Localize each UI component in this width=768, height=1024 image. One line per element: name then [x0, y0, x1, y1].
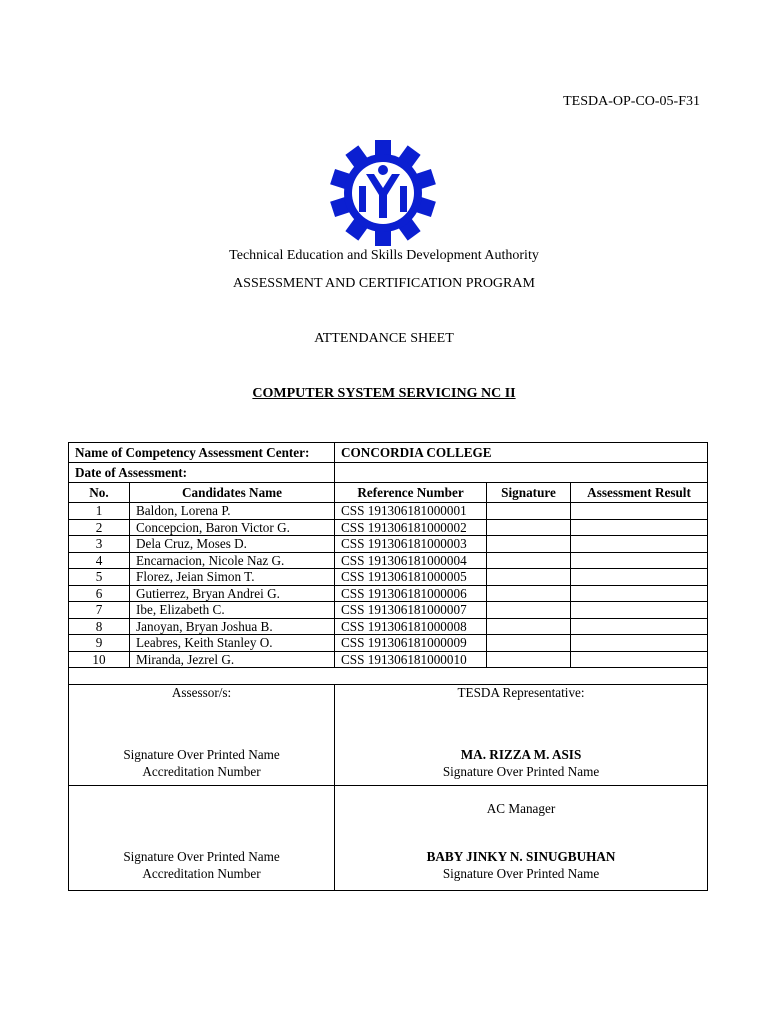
- tesda-rep-cell: [335, 685, 708, 786]
- date-row: [69, 463, 708, 483]
- cell-name: Florez, Jeian Simon T.: [130, 569, 335, 586]
- assessor-sig-label-2: Signature Over Printed Name: [123, 849, 280, 864]
- cell-name: Gutierrez, Bryan Andrei G.: [130, 585, 335, 602]
- assessor-accreditation-2: Accreditation Number: [142, 866, 261, 881]
- assessor-label: Assessor/s:: [171, 685, 232, 700]
- program-name: ASSESSMENT AND CERTIFICATION PROGRAM: [233, 276, 535, 291]
- cell-reference: CSS 191306181000002: [335, 519, 487, 536]
- cell-name: Janoyan, Bryan Joshua B.: [130, 618, 335, 635]
- tesda-rep-name: MA. RIZZA M. ASIS: [460, 747, 582, 762]
- cell-signature: [487, 536, 571, 553]
- cell-result: [571, 618, 708, 635]
- sheet-title: ATTENDANCE SHEET: [314, 331, 454, 346]
- cell-result: [571, 503, 708, 520]
- cell-reference: CSS 191306181000010: [335, 651, 487, 668]
- header-signature: Signature: [487, 483, 571, 503]
- agency-name: Technical Education and Skills Development Authority: [229, 248, 539, 263]
- cell-result: [571, 635, 708, 652]
- center-row: [69, 443, 708, 463]
- table-row: [69, 618, 708, 635]
- cell-reference: CSS 191306181000005: [335, 569, 487, 586]
- cell-no: 2: [69, 519, 130, 536]
- table-row: [69, 503, 708, 520]
- assessor-cell: [69, 685, 335, 786]
- ac-manager-cell: [335, 786, 708, 891]
- cell-reference: CSS 191306181000007: [335, 602, 487, 619]
- table-header: [69, 483, 708, 503]
- cell-signature: [487, 569, 571, 586]
- center-label: Name of Competency Assessment Center:: [69, 443, 335, 463]
- cell-signature: [487, 618, 571, 635]
- cell-result: [571, 585, 708, 602]
- blank-row: [69, 668, 708, 685]
- table-row: [69, 569, 708, 586]
- cell-result: [571, 519, 708, 536]
- cell-reference: CSS 191306181000008: [335, 618, 487, 635]
- cell-result: [571, 536, 708, 553]
- cell-no: 10: [69, 651, 130, 668]
- tesda-gear-logo-icon: [330, 140, 436, 246]
- cell-result: [571, 569, 708, 586]
- cell-no: 1: [69, 503, 130, 520]
- header-result: Assessment Result: [571, 483, 708, 503]
- ac-manager-label: AC Manager: [486, 801, 556, 816]
- cell-no: 6: [69, 585, 130, 602]
- assessor-sig-label: Signature Over Printed Name: [123, 747, 280, 762]
- cell-signature: [487, 651, 571, 668]
- qualification-title: COMPUTER SYSTEM SERVICING NC II: [252, 386, 516, 401]
- cell-name: Leabres, Keith Stanley O.: [130, 635, 335, 652]
- cell-reference: CSS 191306181000003: [335, 536, 487, 553]
- candidate-rows: [69, 503, 708, 668]
- signature-row-1: [69, 685, 708, 786]
- header-no: No.: [69, 483, 130, 503]
- table-row: [69, 519, 708, 536]
- table-row: [69, 552, 708, 569]
- cell-name: Baldon, Lorena P.: [130, 503, 335, 520]
- ac-manager-sig-label: Signature Over Printed Name: [442, 866, 600, 881]
- cell-no: 7: [69, 602, 130, 619]
- header-reference: Reference Number: [335, 483, 487, 503]
- cell-signature: [487, 602, 571, 619]
- cell-no: 9: [69, 635, 130, 652]
- cell-name: Dela Cruz, Moses D.: [130, 536, 335, 553]
- cell-signature: [487, 552, 571, 569]
- attendance-table: [68, 442, 708, 891]
- cell-name: Encarnacion, Nicole Naz G.: [130, 552, 335, 569]
- cell-name: Ibe, Elizabeth C.: [130, 602, 335, 619]
- date-label: Date of Assessment:: [69, 463, 335, 483]
- assessor-cell-2: [69, 786, 335, 891]
- cell-signature: [487, 635, 571, 652]
- cell-signature: [487, 519, 571, 536]
- tesda-rep-sig-label: Signature Over Printed Name: [442, 764, 600, 779]
- cell-result: [571, 552, 708, 569]
- center-value: CONCORDIA COLLEGE: [335, 443, 708, 463]
- signature-row-2: [69, 786, 708, 891]
- cell-no: 8: [69, 618, 130, 635]
- cell-reference: CSS 191306181000004: [335, 552, 487, 569]
- cell-no: 3: [69, 536, 130, 553]
- cell-name: Miranda, Jezrel G.: [130, 651, 335, 668]
- table-row: [69, 635, 708, 652]
- table-row: [69, 602, 708, 619]
- cell-no: 4: [69, 552, 130, 569]
- cell-reference: CSS 191306181000009: [335, 635, 487, 652]
- cell-no: 5: [69, 569, 130, 586]
- header-name: Candidates Name: [130, 483, 335, 503]
- cell-result: [571, 651, 708, 668]
- date-value: [335, 463, 708, 483]
- cell-name: Concepcion, Baron Victor G.: [130, 519, 335, 536]
- table-row: [69, 585, 708, 602]
- cell-result: [571, 602, 708, 619]
- table-row: [69, 536, 708, 553]
- assessor-accreditation: Accreditation Number: [142, 764, 261, 779]
- form-code: TESDA-OP-CO-05-F31: [563, 94, 700, 109]
- table-row: [69, 651, 708, 668]
- cell-signature: [487, 503, 571, 520]
- cell-signature: [487, 585, 571, 602]
- tesda-rep-label: TESDA Representative:: [457, 685, 585, 700]
- cell-reference: CSS 191306181000001: [335, 503, 487, 520]
- ac-manager-name: BABY JINKY N. SINUGBUHAN: [426, 849, 616, 864]
- cell-reference: CSS 191306181000006: [335, 585, 487, 602]
